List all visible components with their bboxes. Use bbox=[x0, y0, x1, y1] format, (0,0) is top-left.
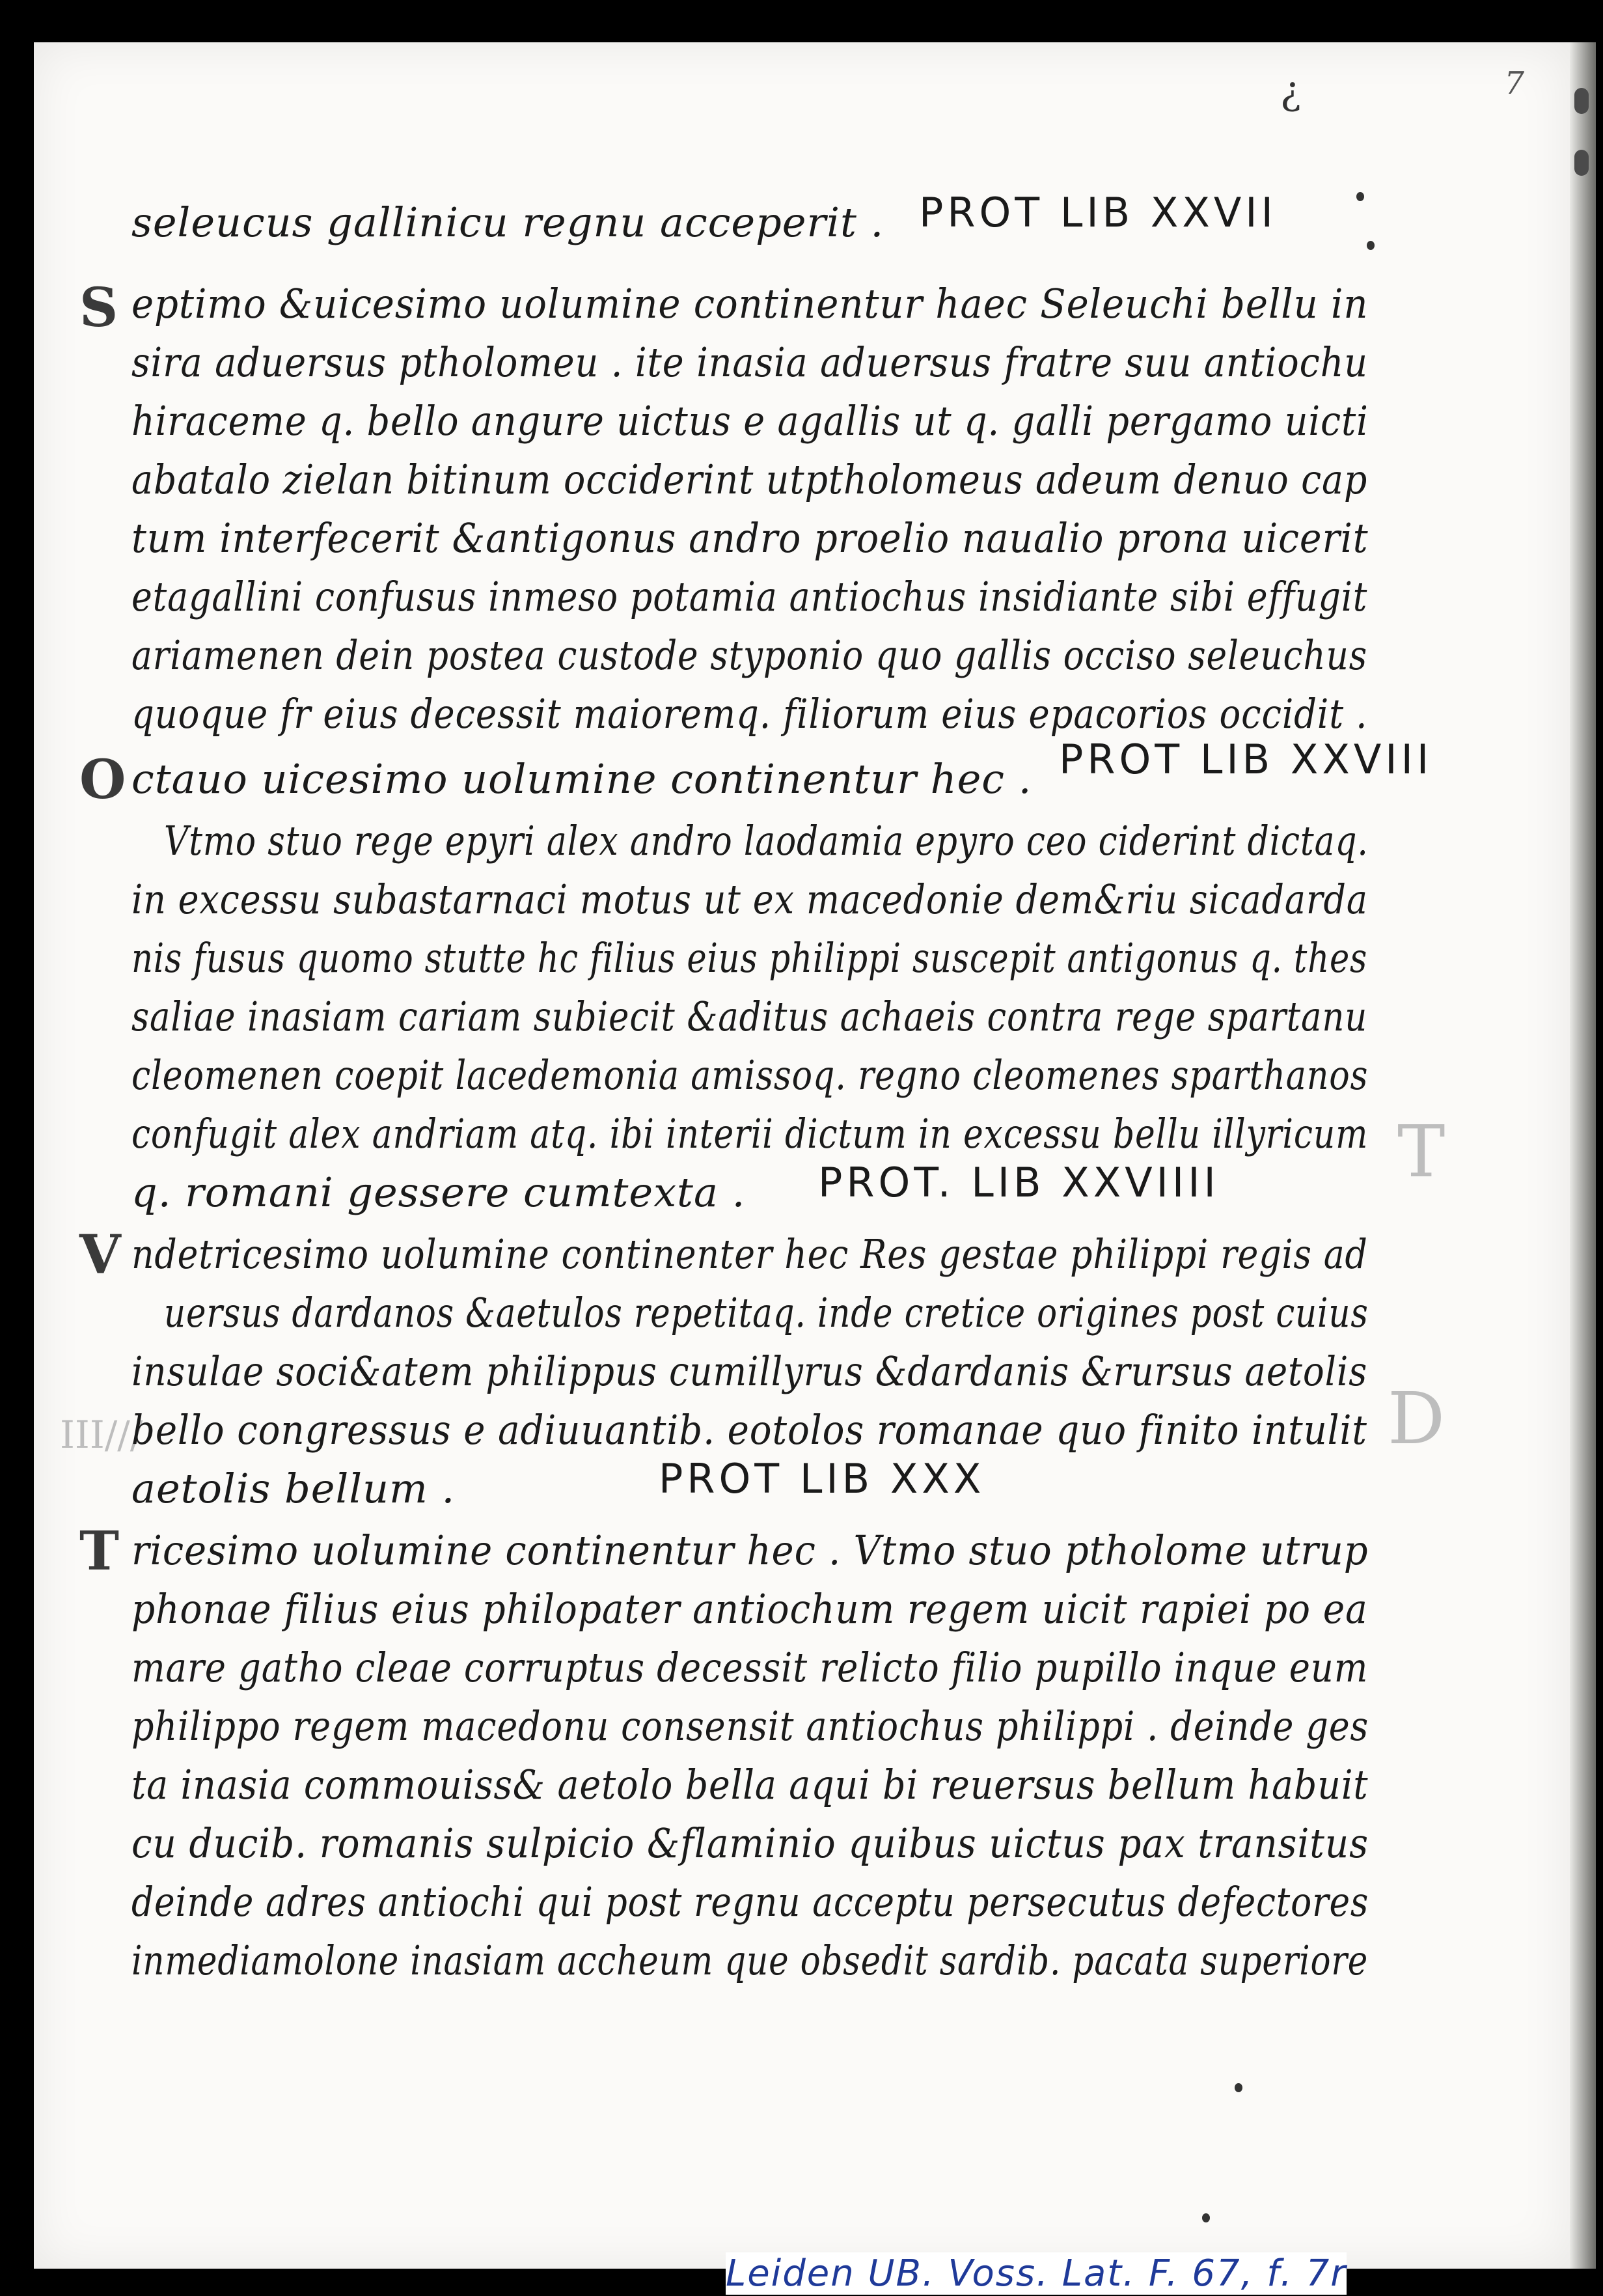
text-line: tum interfecerit &antigonus andro proelio naualio prona uicerit bbox=[131, 514, 1369, 562]
text-line: q. romani gessere cumtexta . bbox=[131, 1169, 746, 1216]
text-line: eptimo &uicesimo uolumine continentur haec Seleuchi bellu in bbox=[131, 280, 1369, 327]
folio-number: 7 bbox=[1504, 65, 1524, 102]
text-line: uersus dardanos &aetulos repetitaq. inde cretice origines post cuius bbox=[164, 1289, 1369, 1336]
text-line: confugit alex andriam atq. ibi interii dictum in excessu bellu illyricum bbox=[131, 1110, 1369, 1157]
text-line: cleomenen coepit lacedemonia amissoq. regno cleomenes sparthanos bbox=[131, 1051, 1369, 1099]
text-line: insulae soci&atem philippus cumillyrus &dardanis &rursus aetolis bbox=[131, 1348, 1368, 1395]
show-through-marks: III/// bbox=[60, 1413, 143, 1457]
binding-mark bbox=[1574, 88, 1589, 114]
initial-letter: O bbox=[79, 749, 126, 811]
text-line: seleucus gallinicu regnu acceperit . bbox=[131, 199, 884, 246]
ink-dot bbox=[1202, 2213, 1210, 2222]
text-line: abatalo zielan bitinum occiderint utptholomeus adeum denuo cap bbox=[131, 456, 1368, 503]
text-line: Vtmo stuo rege epyri alex andro laodamia epyro ceo ciderint dictaq. bbox=[164, 817, 1369, 864]
rubric-heading: PROT. LIB XXVIIII bbox=[818, 1159, 1220, 1206]
ink-dot bbox=[1356, 192, 1364, 201]
text-line: ricesimo uolumine continentur hec . Vtmo stuo ptholome utrup bbox=[131, 1527, 1369, 1574]
marginal-mark: ¿ bbox=[1280, 68, 1302, 114]
ink-dot bbox=[1235, 2083, 1242, 2092]
text-line: deinde adres antiochi qui post regnu acceptu persecutus defectores bbox=[131, 1878, 1369, 1926]
text-line: quoque fr eius decessit maioremq. filiorum eius epacorios occidit . bbox=[131, 690, 1368, 738]
text-line: mare gatho cleae corruptus decessit relicto filio pupillo inque eum bbox=[131, 1644, 1369, 1691]
shelfmark-label: Leiden UB. Voss. Lat. F. 67, f. 7r bbox=[726, 2252, 1347, 2295]
text-line: bello congressus e adiuuantib. eotolos romanae quo finito intulit bbox=[131, 1406, 1367, 1454]
text-line: saliae inasiam cariam subiecit &aditus achaeis contra rege spartanu bbox=[131, 993, 1368, 1040]
rubric-heading: PROT LIB XXVII bbox=[919, 189, 1277, 236]
text-line: ctauo uicesimo uolumine continentur hec . bbox=[131, 755, 1032, 803]
text-line: in excessu subastarnaci motus ut ex macedonie dem&riu sicadarda bbox=[131, 876, 1368, 923]
rubric-heading: PROT LIB XXVIII bbox=[1059, 736, 1433, 783]
text-line: ariamenen dein postea custode styponio quo gallis occiso seleuchus bbox=[131, 631, 1368, 679]
photograph-frame bbox=[14, 13, 1589, 2283]
text-line: ndetricesimo uolumine continenter hec Res gestae philippi regis ad bbox=[131, 1230, 1368, 1278]
text-line: phonae filius eius philopater antiochum regem uicit rapiei po ea bbox=[131, 1585, 1368, 1633]
initial-letter: S bbox=[79, 277, 118, 339]
text-line: cu ducib. romanis sulpicio &flaminio quibus uictus pax transitus bbox=[131, 1819, 1369, 1867]
initial-letter: V bbox=[79, 1224, 121, 1286]
text-line: nis fusus quomo stutte hc filius eius philippi suscepit antigonus q. thes bbox=[131, 934, 1368, 982]
binding-mark bbox=[1574, 150, 1589, 176]
show-through-letter: T bbox=[1397, 1110, 1445, 1193]
text-line: ta inasia commouiss& aetolo bella aqui bi reuersus bellum habuit bbox=[131, 1761, 1369, 1808]
text-line: aetolis bellum . bbox=[131, 1465, 456, 1512]
ink-dot bbox=[1367, 241, 1375, 250]
text-line: inmediamolone inasiam accheum que obsedit sardib. pacata superiore bbox=[131, 1937, 1369, 1984]
initial-letter: T bbox=[79, 1520, 120, 1583]
show-through-letter: D bbox=[1388, 1377, 1445, 1460]
page-edge bbox=[1570, 42, 1596, 2269]
manuscript-page bbox=[34, 42, 1570, 2269]
rubric-heading: PROT LIB XXX bbox=[659, 1455, 985, 1502]
text-line: sira aduersus ptholomeu . ite inasia aduersus fratre suu antiochu bbox=[131, 339, 1368, 386]
text-line: hiraceme q. bello angure uictus e agallis ut q. galli pergamo uicti bbox=[131, 397, 1369, 445]
text-line: etagallini confusus inmeso potamia antiochus insidiante sibi effugit bbox=[131, 573, 1368, 620]
text-line: philippo regem macedonu consensit antiochus philippi . deinde ges bbox=[131, 1702, 1369, 1750]
